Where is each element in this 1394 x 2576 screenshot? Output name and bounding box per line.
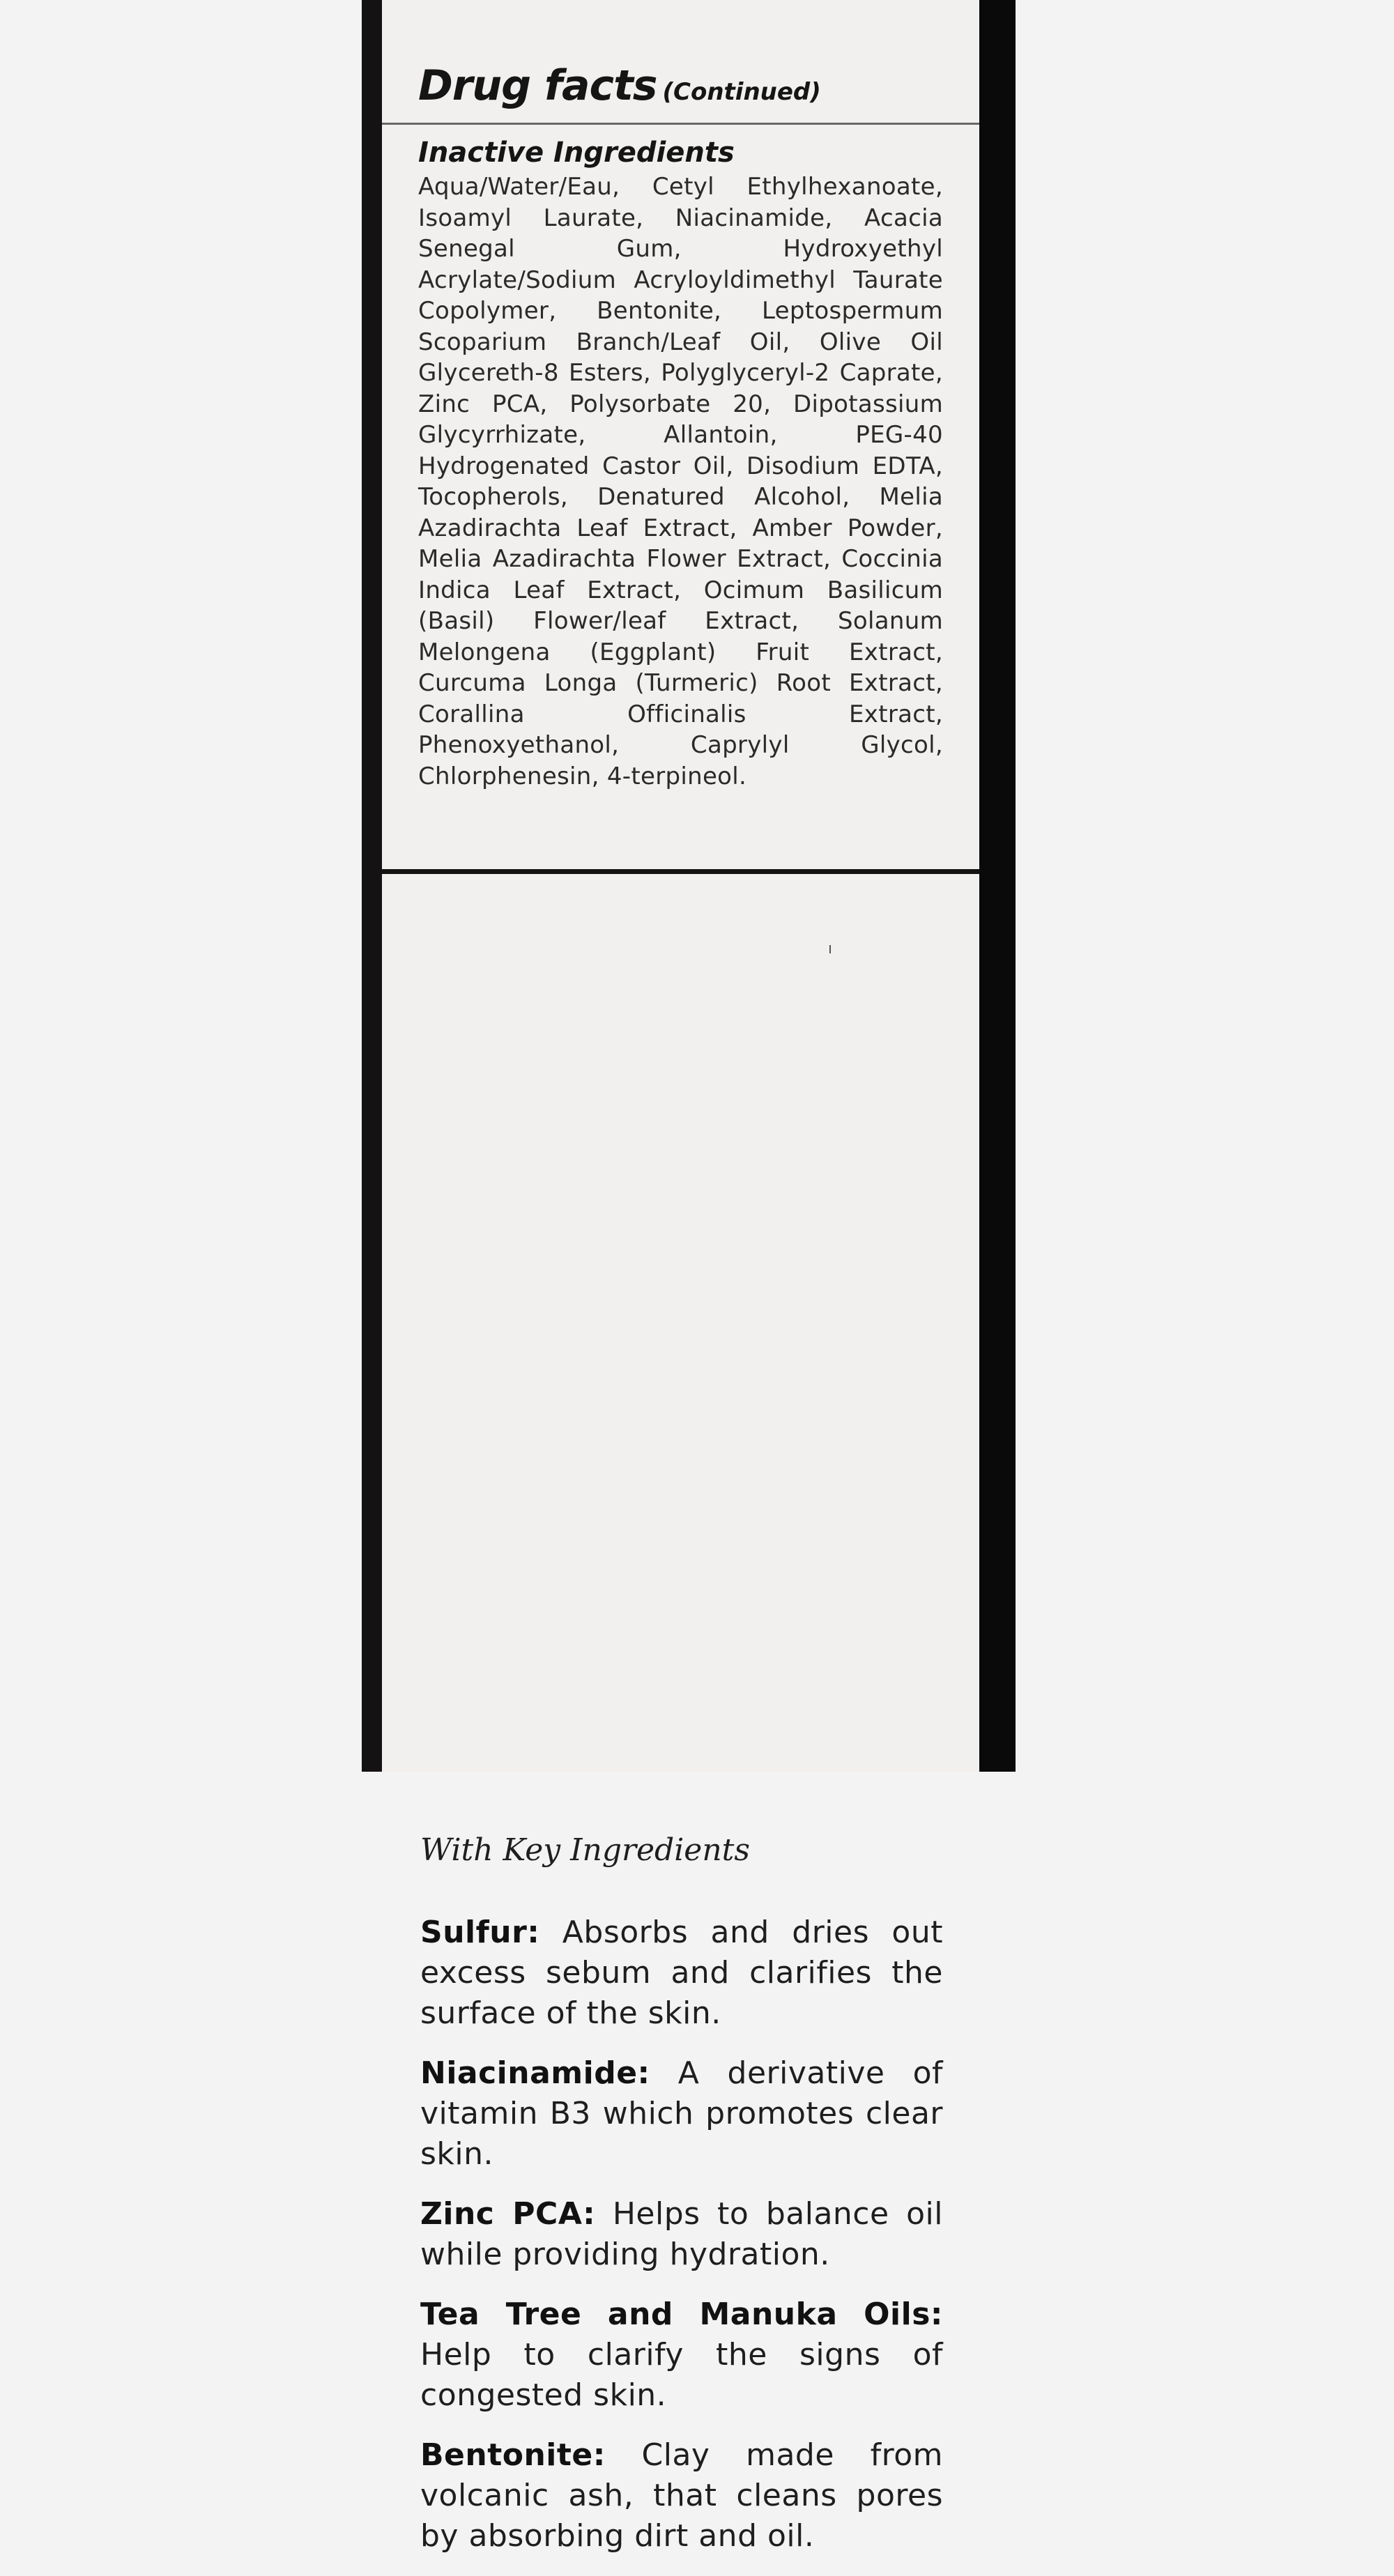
key-ingredient-description: A derivative of vitamin B3 which promotes clear skin. bbox=[420, 2055, 943, 2172]
drug-facts-divider bbox=[382, 123, 979, 125]
drug-facts-title: Drug facts bbox=[418, 61, 657, 110]
key-ingredients-heading: With Key Ingredients bbox=[420, 1832, 750, 1868]
drug-facts-continued: (Continued) bbox=[662, 78, 821, 106]
key-ingredient-sulfur bbox=[420, 1912, 943, 2034]
key-ingredient-description: Help to clarify the signs of congested skin. bbox=[420, 2337, 943, 2413]
key-ingredients-list bbox=[420, 1912, 943, 2576]
key-ingredient-name: Tea Tree and Manuka Oils: bbox=[420, 2297, 943, 2332]
key-ingredient-zinc-pca bbox=[420, 2194, 943, 2275]
inactive-ingredients-heading: Inactive Ingredients bbox=[418, 137, 735, 169]
key-ingredients-panel bbox=[382, 874, 979, 2554]
key-ingredient-bentonite bbox=[420, 2435, 943, 2556]
key-ingredient-niacinamide bbox=[420, 2053, 943, 2175]
drug-facts-header bbox=[418, 61, 821, 110]
key-ingredient-description: Helps to balance oil while providing hydration. bbox=[420, 2196, 943, 2272]
key-ingredient-name: Bentonite: bbox=[420, 2437, 606, 2473]
key-ingredient-tea-tree-manuka bbox=[420, 2294, 943, 2416]
print-speck bbox=[829, 945, 831, 953]
inactive-ingredients-text: Aqua/Water/Eau, Cetyl Ethylhexanoate, Isoamyl Laurate, Niacinamide, Acacia Senegal Gum, Hydroxyethyl Acrylate/Sodium Acryloyldimethyl Taurate Copolymer, Bentonite, Leptospermum Scoparium Branch/Leaf Oil, Olive Oil Glycereth-8 Esters, Polyglyceryl-2 Caprate, Zinc PCA, Polysorbate 20, Dipotassium Glycyrrhizate, Allantoin, PEG-40 Hydrogenated Castor Oil, Disodium EDTA, Tocopherols, Denatured Alcohol, Melia Azadirachta Leaf Extract, Amber Powder, Melia Azadirachta Flower Extract, Coccinia Indica Leaf Extract, Ocimum Basilicum (Basil) Flower/leaf Extract, Solanum Melongena (Eggplant) Fruit Extract, Curcuma Longa (Turmeric) Root Extract, Corallina Officinalis Extract, Phenoxyethanol, Caprylyl Glycol, Chlorphenesin, 4-terpineol. bbox=[418, 173, 943, 790]
key-ingredient-name: Niacinamide: bbox=[420, 2055, 650, 2091]
key-ingredient-description: Absorbs and dries out excess sebum and clarifies the surface of the skin. bbox=[420, 1915, 943, 2031]
key-ingredient-name: Zinc PCA: bbox=[420, 2196, 596, 2232]
key-ingredient-description: Clay made from volcanic ash, that cleans pores by absorbing dirt and oil. bbox=[420, 2437, 943, 2554]
package-side-edge bbox=[979, 0, 1016, 1772]
drug-facts-panel bbox=[382, 0, 979, 869]
key-ingredient-name: Sulfur: bbox=[420, 1915, 540, 1950]
